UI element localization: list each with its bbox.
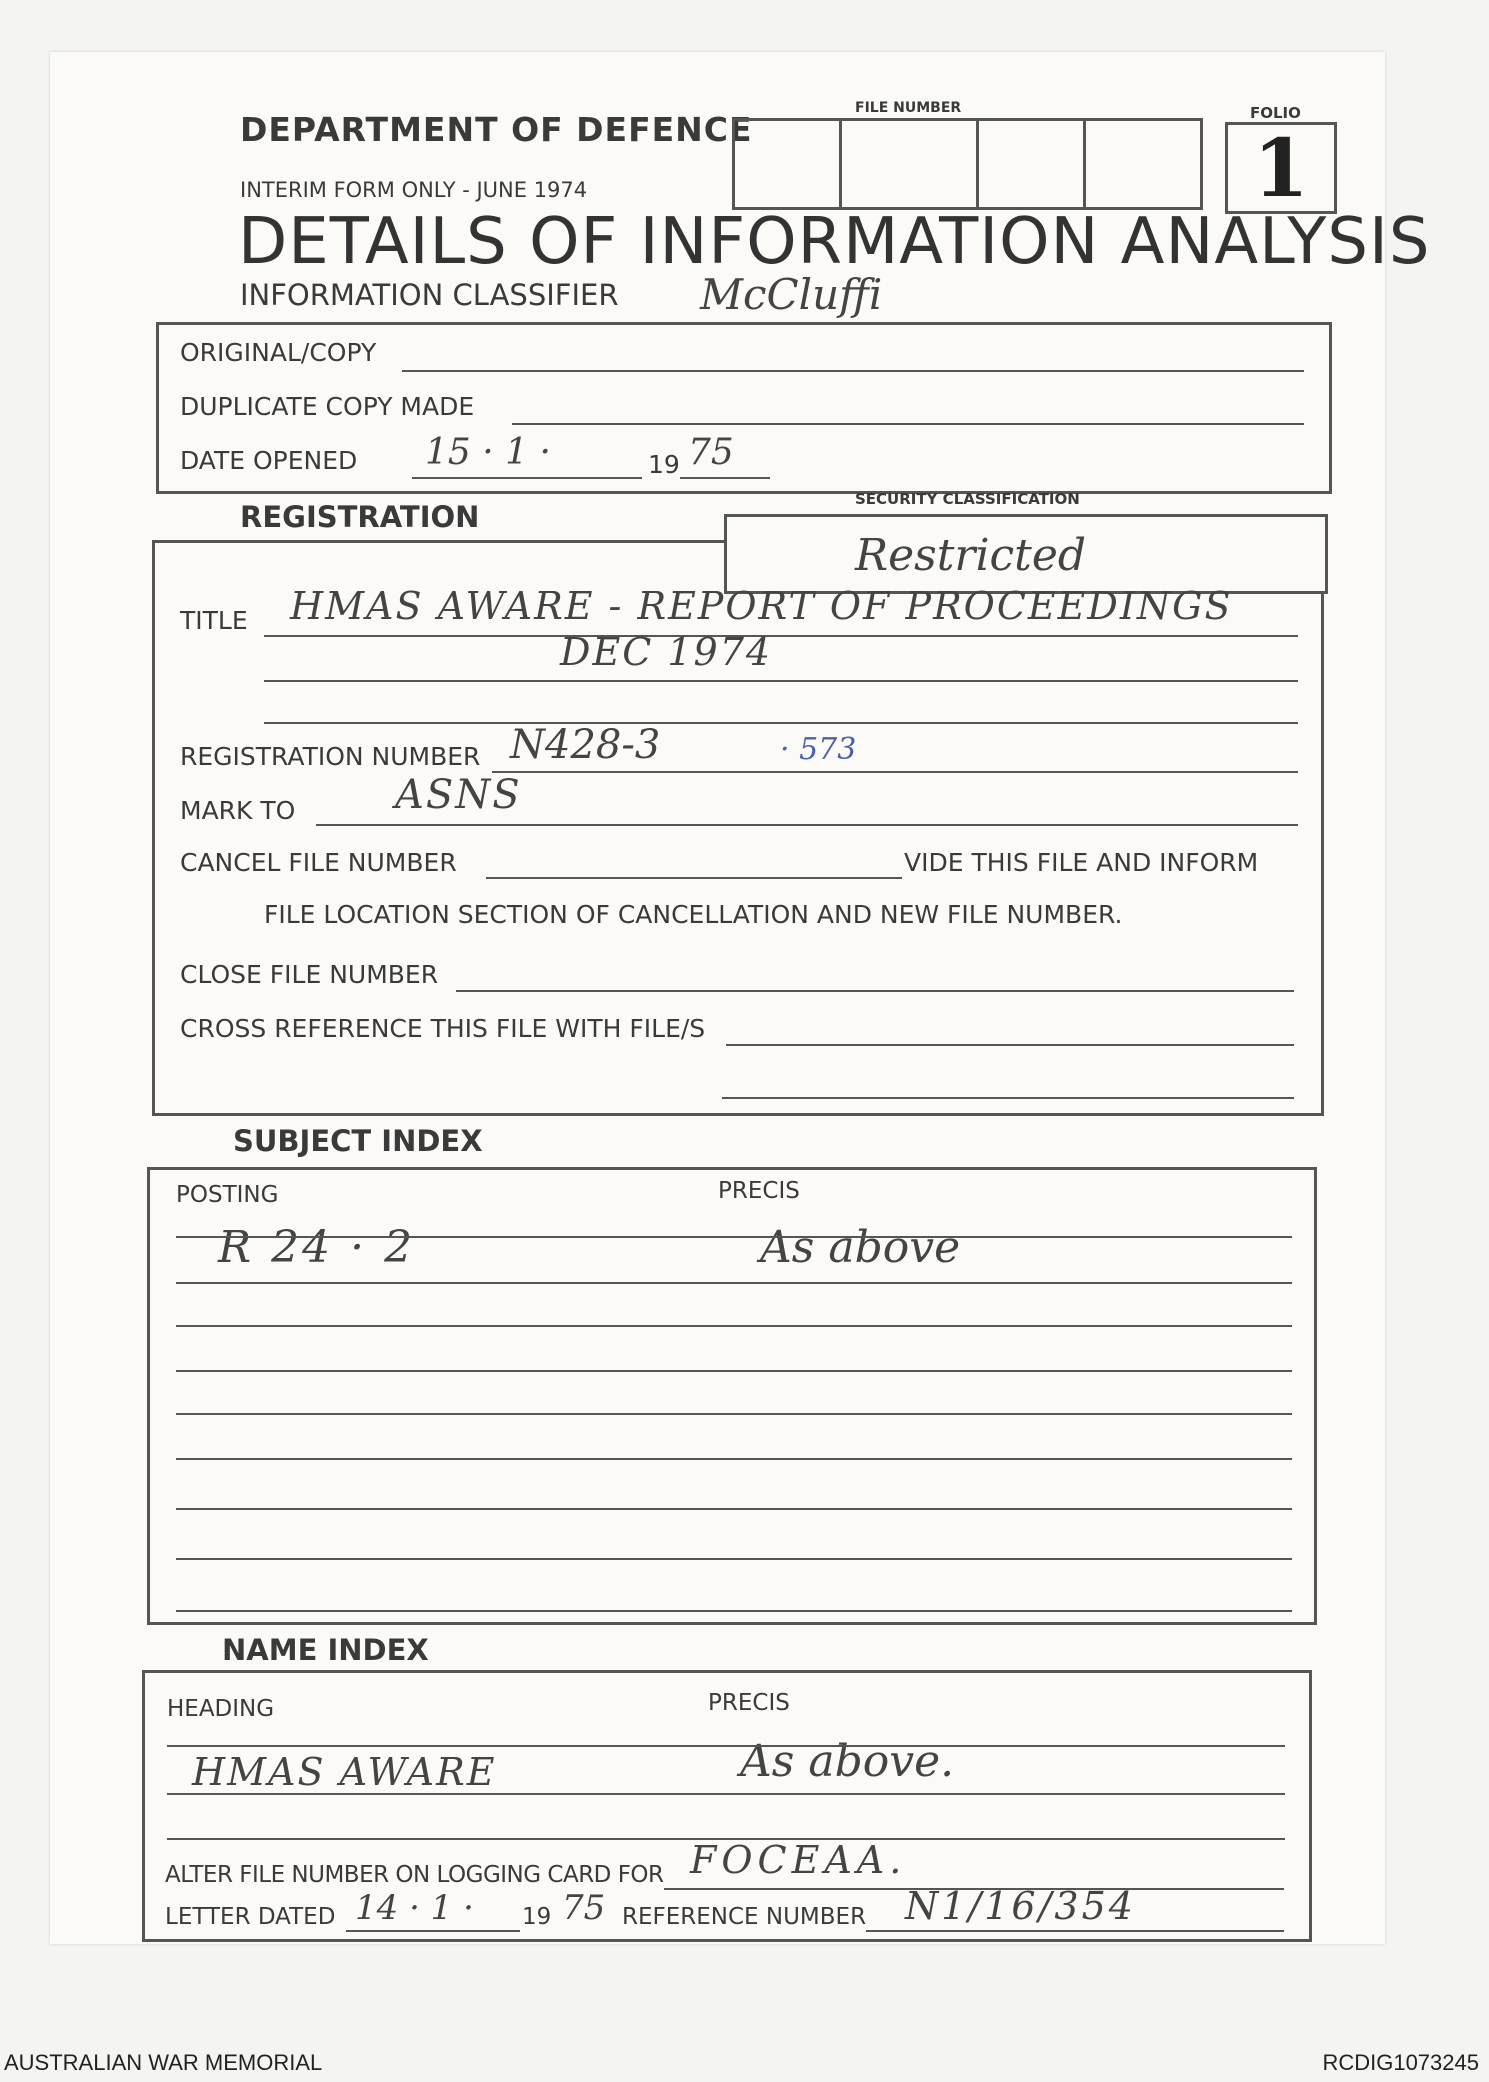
mark-to-field[interactable] [316,824,1298,826]
date-opened-label: DATE OPENED [180,446,358,475]
mark-to-value: ASNS [395,772,522,818]
classifier-signature: McCluffi [700,270,883,319]
registration-number-value: N428-3 [510,722,661,768]
cancel-file-field[interactable] [486,877,902,879]
file-number-box-4[interactable] [1083,118,1203,210]
letter-dated-label: LETTER DATED [165,1904,336,1930]
name-index-heading: NAME INDEX [222,1633,429,1667]
letter-dated-value: 14 · 1 · [355,1888,474,1928]
cancel-file-label: CANCEL FILE NUMBER [180,848,457,877]
alter-file-value: FOCEAA. [690,1838,907,1882]
date-opened-year: 75 [688,432,734,473]
registration-heading: REGISTRATION [240,500,480,534]
subject-line[interactable] [176,1282,1292,1284]
heading-value: HMAS AWARE [192,1750,497,1794]
footer-record-id: RCDIG1073245 [1322,2050,1479,2075]
subject-line[interactable] [176,1370,1292,1372]
subject-index-heading: SUBJECT INDEX [233,1124,483,1158]
cross-reference-field-1[interactable] [726,1044,1294,1046]
subject-line[interactable] [176,1508,1292,1510]
reference-number-field[interactable] [866,1930,1284,1932]
date-opened-year-prefix: 19 [648,450,680,479]
name-precis-value: As above. [740,1736,955,1787]
file-number-box-1[interactable] [732,118,842,210]
vide-text: VIDE THIS FILE AND INFORM [904,848,1259,877]
subject-precis-value: As above [760,1222,961,1273]
subject-line[interactable] [176,1413,1292,1415]
letter-year-prefix: 19 [522,1904,552,1930]
footer-institution: AUSTRALIAN WAR MEMORIAL [4,2050,323,2075]
name-precis-label: PRECIS [708,1690,790,1716]
subject-line[interactable] [176,1558,1292,1560]
file-number-box-3[interactable] [976,118,1086,210]
date-opened-year-field[interactable] [680,477,770,479]
subject-line[interactable] [176,1236,1292,1238]
posting-value: R 24 · 2 [218,1222,416,1273]
subject-line[interactable] [176,1610,1292,1612]
close-file-label: CLOSE FILE NUMBER [180,960,439,989]
file-number-label: FILE NUMBER [855,100,962,116]
department-heading: DEPARTMENT OF DEFENCE [240,110,753,149]
alter-file-label: ALTER FILE NUMBER ON LOGGING CARD FOR [165,1862,664,1888]
posting-label: POSTING [176,1182,279,1208]
file-number-box-2[interactable] [839,118,979,210]
subject-precis-label: PRECIS [718,1178,800,1204]
title-label: TITLE [180,606,248,635]
close-file-field[interactable] [456,990,1294,992]
form-title: DETAILS OF INFORMATION ANALYSIS [238,205,1431,279]
classifier-label: INFORMATION CLASSIFIER [240,278,619,312]
security-value: Restricted [855,530,1087,581]
duplicate-field[interactable] [512,423,1304,425]
interim-note: INTERIM FORM ONLY - JUNE 1974 [240,178,588,202]
date-opened-field[interactable] [412,477,642,479]
original-copy-field[interactable] [402,370,1304,372]
name-line-2[interactable] [167,1793,1285,1795]
file-location-text: FILE LOCATION SECTION OF CANCELLATION AND NEW FILE NUMBER. [264,900,1123,929]
subject-line[interactable] [176,1325,1292,1327]
date-opened-value: 15 · 1 · [425,432,551,473]
cross-reference-label: CROSS REFERENCE THIS FILE WITH FILE/S [180,1014,706,1043]
security-label: SECURITY CLASSIFICATION [855,490,1080,508]
registration-number-label: REGISTRATION NUMBER [180,742,481,771]
folio-label: FOLIO [1250,104,1301,122]
duplicate-label: DUPLICATE COPY MADE [180,392,475,421]
registration-number-suffix: · 573 [780,732,857,767]
folio-number: 1 [1253,121,1309,215]
original-copy-label: ORIGINAL/COPY [180,338,377,367]
registration-number-field[interactable] [492,771,1298,773]
title-field-3[interactable] [264,722,1298,724]
mark-to-label: MARK TO [180,796,296,825]
cross-reference-field-2[interactable] [722,1097,1294,1099]
title-value-line1: HMAS AWARE - REPORT OF PROCEEDINGS [290,584,1233,628]
subject-line[interactable] [176,1458,1292,1460]
letter-year-value: 75 [562,1888,606,1928]
title-field-2[interactable] [264,680,1298,682]
letter-dated-field[interactable] [346,1930,520,1932]
title-value-line2: DEC 1974 [560,630,773,674]
heading-label: HEADING [167,1696,275,1722]
reference-number-value: N1/16/354 [905,1884,1136,1928]
title-field-1[interactable] [264,635,1298,637]
reference-number-label: REFERENCE NUMBER [622,1904,867,1930]
name-line-1[interactable] [167,1745,1285,1747]
